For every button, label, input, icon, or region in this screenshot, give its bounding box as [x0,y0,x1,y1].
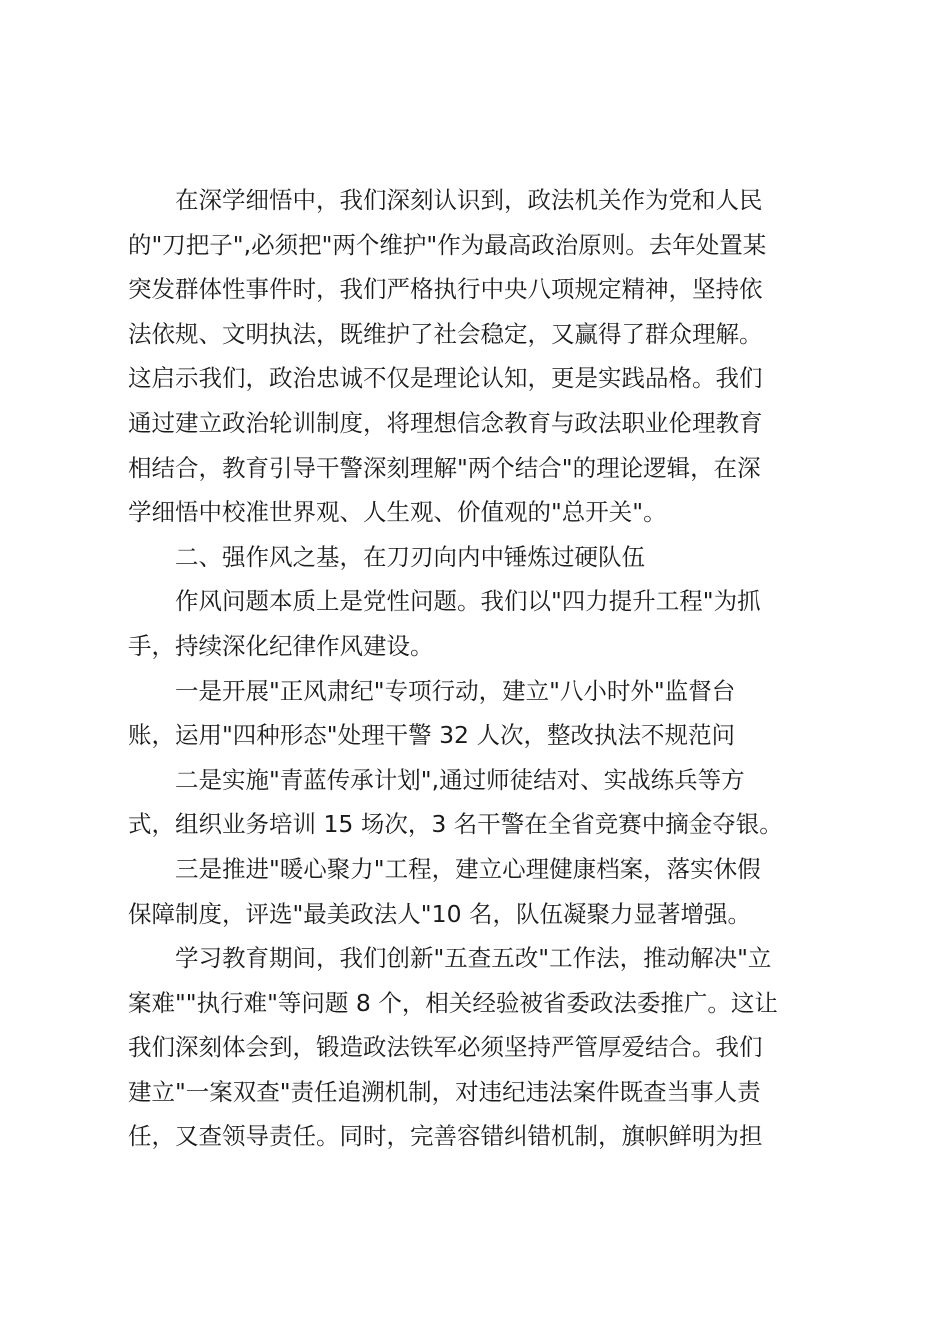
paragraph-line: 案难""执行难"等问题 8 个，相关经验被省委政法委推广。这让 [128,988,778,1017]
section-heading: 二、强作风之基，在刀刃向内中锤炼过硬队伍 [175,542,645,571]
paragraph-line: 学习教育期间，我们创新"五查五改"工作法，推动解决"立 [175,944,772,973]
paragraph-line: 突发群体性事件时，我们严格执行中央八项规定精神，坚持依 [128,275,763,304]
paragraph-line: 任，又查领导责任。同时，完善容错纠错机制，旗帜鲜明为担 [128,1122,763,1151]
paragraph-line: 在深学细悟中，我们深刻认识到，政法机关作为党和人民 [175,186,763,214]
paragraph-line: 三是推进"暖心聚力"工程，建立心理健康档案，落实休假 [175,854,761,883]
paragraph-line: 通过建立政治轮训制度，将理想信念教育与政法职业伦理教育 [128,408,763,437]
paragraph-line: 建立"一案双查"责任追溯机制，对违纪违法案件既查当事人责 [128,1077,761,1106]
paragraph-line: 相结合，教育引导干警深刻理解"两个结合"的理论逻辑，在深 [128,453,761,482]
paragraph-line: 手，持续深化纪律作风建设。 [128,631,434,660]
paragraph-line: 账，运用"四种形态"处理干警 32 人次，整改执法不规范问 [128,721,735,750]
paragraph-line: 作风问题本质上是党性问题。我们以"四力提升工程"为抓 [175,587,761,616]
paragraph-line: 法依规、文明执法，既维护了社会稳定，又赢得了群众理解。 [128,319,763,348]
paragraph-line: 我们深刻体会到，锻造政法铁军必须坚持严管厚爱结合。我们 [128,1033,763,1062]
paragraph-line: 二是实施"青蓝传承计划",通过师徒结对、实战练兵等方 [175,765,745,794]
document-body [128,178,828,1159]
paragraph-line: 保障制度，评选"最美政法人"10 名，队伍凝聚力显著增强。 [128,899,751,928]
paragraph-line: 的"刀把子",必须把"两个维护"作为最高政治原则。去年处置某 [128,230,767,259]
paragraph-line: 式，组织业务培训 15 场次，3 名干警在全省竞赛中摘金夺银。 [128,810,783,839]
paragraph-line: 一是开展"正风肃纪"专项行动，建立"八小时外"监督台 [175,676,736,705]
paragraph-line: 这启示我们，政治忠诚不仅是理论认知，更是实践品格。我们 [128,364,763,393]
paragraph-line: 学细悟中校准世界观、人生观、价值观的"总开关"。 [128,498,667,527]
